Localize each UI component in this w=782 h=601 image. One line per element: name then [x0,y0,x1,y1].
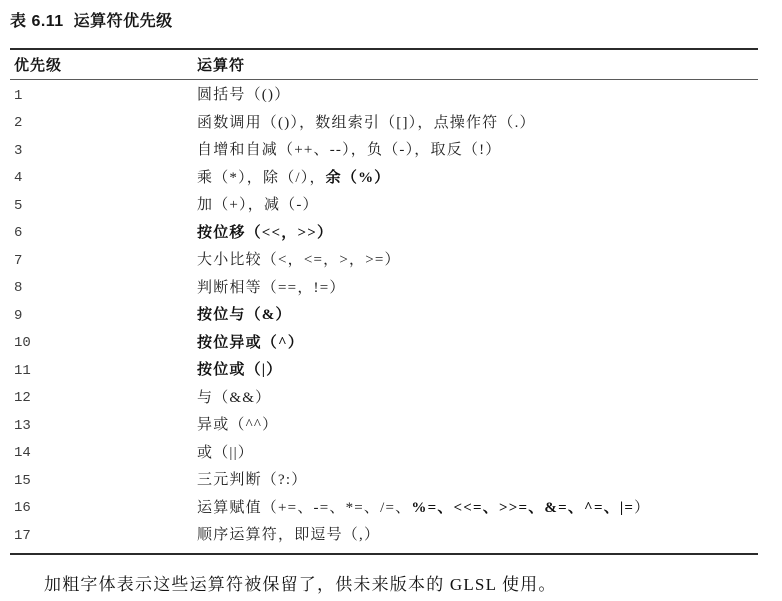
table-row [10,247,758,275]
priority-cell: 6 [14,225,23,242]
table-row [10,302,758,330]
operator-text-segment: 乘（*），除（/）， [197,169,326,186]
operator-text-segment: 自增和自减（++、--），负（-），取反（!） [197,142,502,159]
table-row [10,440,758,468]
table-body [10,80,758,553]
operator-cell [197,446,758,461]
operator-text-segment: 判断相等（==，!=） [197,279,346,296]
operator-text-segment: 按位移（<<，>>） [197,224,334,241]
operator-cell [197,143,758,158]
table-row [10,467,758,495]
table-row [10,330,758,358]
table-row [10,357,758,385]
priority-cell: 12 [14,390,31,407]
operator-text-segment: 加（+），减（-） [197,197,319,214]
operator-cell [197,226,758,241]
operator-text-segment: 按位或（|） [197,362,283,379]
priority-cell: 14 [14,445,31,462]
priority-cell: 13 [14,417,31,434]
operator-cell [197,253,758,268]
table-row [10,192,758,220]
priority-cell: 3 [14,142,23,159]
priority-cell: 7 [14,252,23,269]
operator-text-segment: ） [634,499,651,516]
operator-text-segment: 异或（^^） [197,417,279,434]
table-row [10,522,758,550]
operator-text-segment: 按位与（&） [197,307,292,324]
operator-text-segment: 顺序运算符，即逗号（,） [197,527,381,544]
operator-cell [197,391,758,406]
table-row [10,137,758,165]
operator-cell [197,363,758,378]
table-row [10,110,758,138]
priority-cell: 5 [14,197,23,214]
priority-cell: 1 [14,87,23,104]
operator-text-segment: 三元判断（?:） [197,472,308,489]
priority-cell: 16 [14,500,31,517]
priority-cell: 15 [14,472,31,489]
operator-cell [197,501,758,516]
priority-cell: 9 [14,307,23,324]
operator-text-segment: 圆括号（()） [197,87,291,104]
operator-text-segment: 大小比较（<，<=，>，>=） [197,252,401,269]
operator-text-segment: 或（||） [197,444,255,461]
table-row [10,220,758,248]
table-row [10,82,758,110]
operator-text-segment: 函数调用（()），数组索引（[]），点操作符（.） [197,114,536,131]
operator-text-segment: 运算赋值（+=、-=、*=、/=、 [197,499,412,516]
table-row [10,275,758,303]
operator-cell [197,528,758,543]
operator-cell [197,336,758,351]
operator-cell [197,281,758,296]
table-caption: 表 6.11 运算符优先级 [10,13,173,30]
operator-cell [197,171,758,186]
footnote: 加粗字体表示这些运算符被保留了，供未来版本的 GLSL 使用。 [44,574,557,594]
operator-text-segment: 与（&&） [197,389,272,406]
operator-cell [197,116,758,131]
operator-cell [197,198,758,213]
table-header-row [10,50,758,80]
operator-cell [197,473,758,488]
priority-cell: 10 [14,335,31,352]
operator-cell [197,308,758,323]
operator-precedence-table [10,48,758,555]
column-header-operator: 运算符 [197,57,246,74]
table-row [10,165,758,193]
operator-text-segment: %=、<<=、>>=、&=、^=、|= [411,499,635,516]
column-header-priority: 优先级 [14,57,63,74]
table-row [10,412,758,440]
operator-text-segment: 按位异或（^） [197,334,305,351]
operator-cell [197,418,758,433]
priority-cell: 17 [14,527,31,544]
priority-cell: 4 [14,170,23,187]
table-row [10,495,758,523]
priority-cell: 11 [14,362,31,379]
priority-cell: 2 [14,115,23,132]
operator-cell [197,88,758,103]
priority-cell: 8 [14,280,23,297]
table-row [10,385,758,413]
operator-text-segment: 余（%） [325,169,391,186]
